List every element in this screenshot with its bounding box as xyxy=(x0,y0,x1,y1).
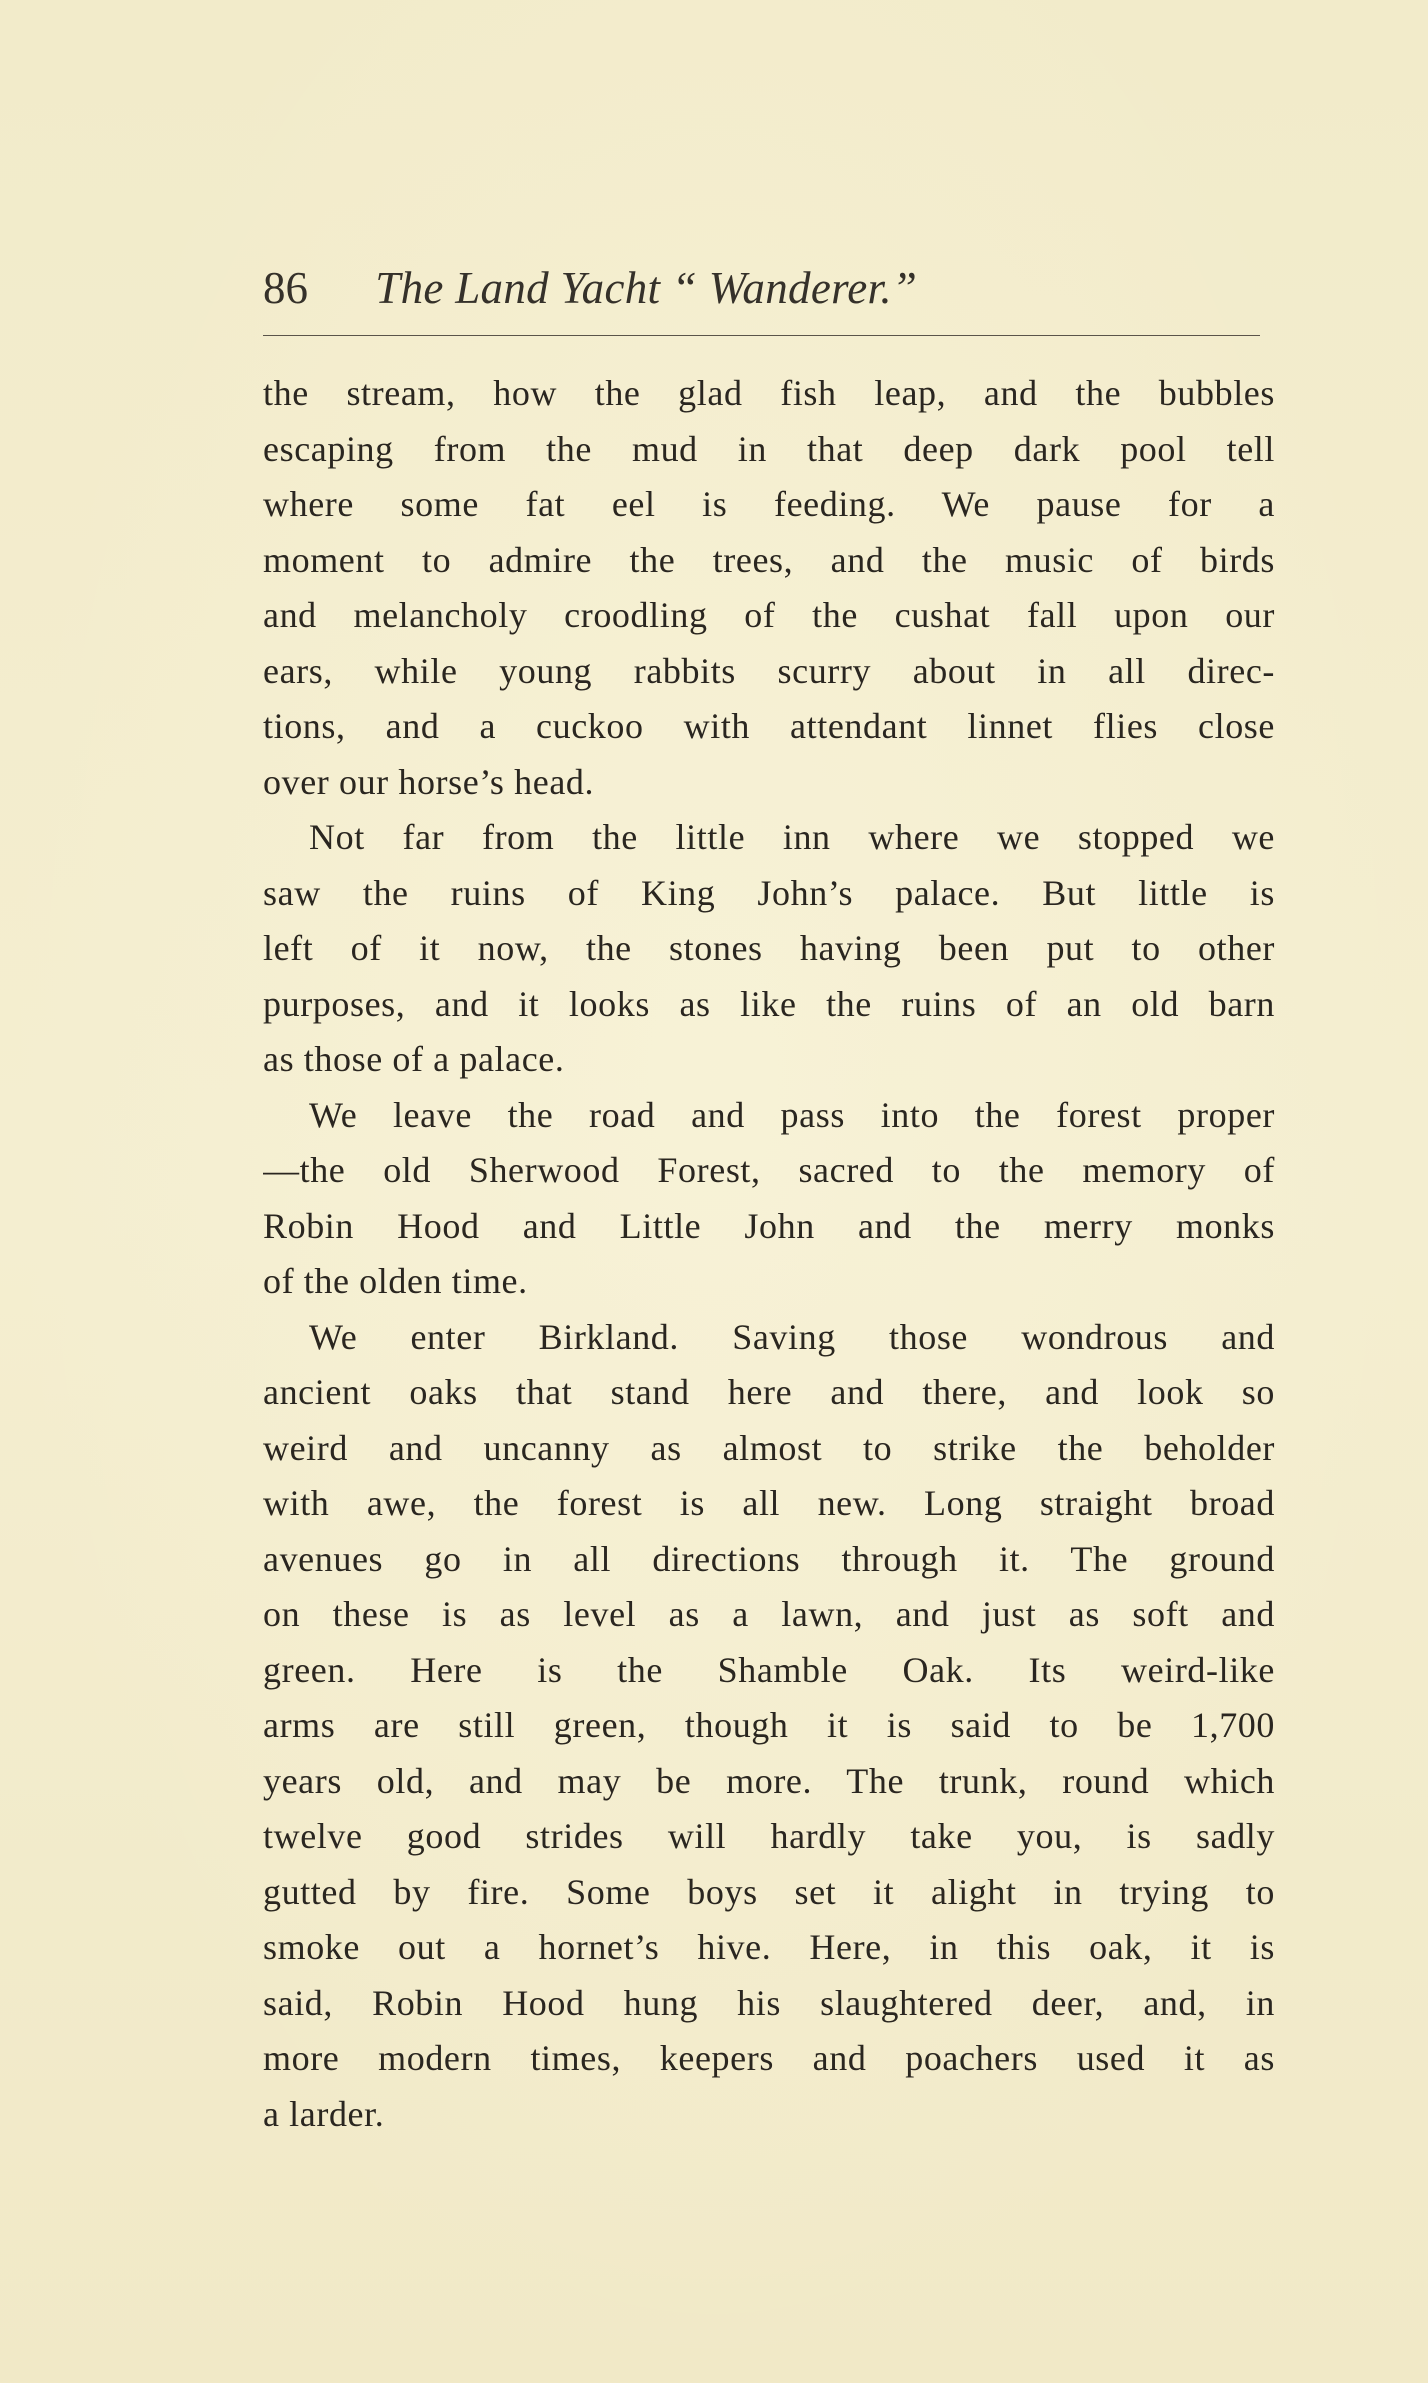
text-line: of the olden time. xyxy=(263,1261,528,1301)
text-line: ears, while young rabbits scurry about in all direc- xyxy=(263,650,1275,691)
text-line: Robin Hood and Little John and the merry monks xyxy=(263,1205,1275,1246)
text-line: We enter Birkland. Saving those wondrous and xyxy=(309,1316,1275,1357)
text-line: as those of a palace. xyxy=(263,1039,565,1079)
text-line: weird and uncanny as almost to strike the beholder xyxy=(263,1427,1275,1468)
body-text xyxy=(263,366,1275,2142)
page-number: 86 xyxy=(263,263,308,313)
header-rule xyxy=(263,335,1260,336)
text-line: with awe, the forest is all new. Long straight broad xyxy=(263,1483,1275,1523)
text-line: purposes, and it looks as like the ruins of an old barn xyxy=(263,983,1275,1024)
text-line: gutted by fire. Some boys set it alight in trying to xyxy=(263,1871,1275,1912)
text-line: arms are still green, though it is said to be 1,700 xyxy=(263,1705,1275,1745)
text-line: smoke out a hornet’s hive. Here, in this oak, it is xyxy=(263,1927,1275,1967)
text-line: Not far from the little inn where we stopped we xyxy=(309,817,1275,857)
text-line: the stream, how the glad fish leap, and the bubbles xyxy=(263,373,1275,413)
running-title: The Land Yacht “ Wanderer.” xyxy=(375,263,918,313)
text-line: —the old Sherwood Forest, sacred to the memory of xyxy=(263,1150,1275,1190)
text-line: where some fat eel is feeding. We pause for a xyxy=(263,484,1275,524)
text-line: more modern times, keepers and poachers used it as xyxy=(263,2038,1275,2078)
running-head xyxy=(263,258,917,318)
text-line: tions, and a cuckoo with attendant linnet flies close xyxy=(263,706,1275,746)
text-line: twelve good strides will hardly take you, is sadly xyxy=(263,1816,1275,1856)
text-line: years old, and may be more. The trunk, round which xyxy=(263,1760,1275,1801)
text-line: a larder. xyxy=(263,2093,385,2134)
text-line: escaping from the mud in that deep dark pool tell xyxy=(263,428,1275,469)
text-line: and melancholy croodling of the cushat fall upon our xyxy=(263,595,1275,635)
text-line: ancient oaks that stand here and there, and look so xyxy=(263,1372,1275,1412)
text-line: left of it now, the stones having been put to other xyxy=(263,928,1275,968)
text-line: avenues go in all directions through it. The ground xyxy=(263,1538,1275,1579)
text-line: saw the ruins of King John’s palace. But little is xyxy=(263,872,1275,913)
text-line: green. Here is the Shamble Oak. Its weird-like xyxy=(263,1649,1275,1690)
text-line: We leave the road and pass into the forest proper xyxy=(309,1094,1275,1135)
text-line: on these is as level as a lawn, and just as soft and xyxy=(263,1594,1275,1634)
text-line: moment to admire the trees, and the music of birds xyxy=(263,539,1275,580)
text-line: over our horse’s head. xyxy=(263,761,595,802)
text-line: said, Robin Hood hung his slaughtered deer, and, in xyxy=(263,1982,1275,2023)
